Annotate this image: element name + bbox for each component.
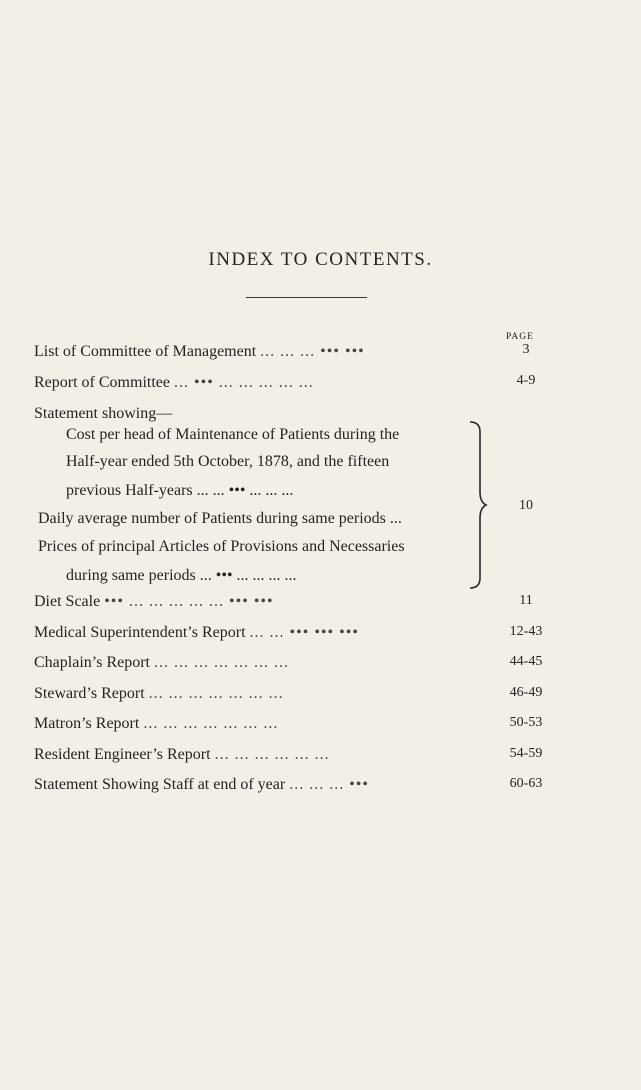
subitem-text: during same periods: [66, 567, 196, 584]
toc-entry-label: Medical Superintendent’s Report: [34, 624, 246, 641]
leader-dots: ... ... ... ••• •••: [260, 343, 365, 360]
subitem-text: previous Half-years: [66, 482, 193, 499]
statement-subitem: [66, 425, 472, 445]
toc-entry: [34, 404, 479, 424]
subitem-text: Half-year ended 5th October, 1878, and the fifteen: [66, 453, 390, 470]
toc-entry: [34, 714, 479, 734]
toc-entry: [34, 373, 479, 393]
leader-dots: ... ... ... ... ... ... ...: [148, 685, 284, 702]
toc-entry: [34, 745, 479, 765]
page-title: INDEX TO CONTENTS.: [208, 249, 433, 270]
leader-dots: ... ... ... ... ... ... ...: [153, 654, 289, 671]
toc-entry: [34, 775, 479, 795]
page-column-header: PAGE: [506, 332, 534, 342]
toc-entry-page: 4-9: [516, 373, 536, 388]
statement-subitem: [66, 566, 472, 586]
title-rule: [246, 297, 367, 298]
subitem-text: Daily average number of Patients during same periods: [38, 510, 386, 527]
toc-entry-label: Chaplain’s Report: [34, 654, 150, 671]
toc-entry-label: Diet Scale: [34, 593, 101, 610]
statement-subitem: [38, 509, 470, 529]
toc-entry: [34, 592, 479, 612]
leader-dots: ... ... ... ... ... ... ...: [143, 715, 279, 732]
leader-dots: ... ... ••• ••• •••: [249, 624, 359, 641]
right-brace: [466, 420, 490, 590]
toc-entry-page: 46-49: [509, 685, 543, 700]
leader-dots: ••• ... ... ... ... ... ••• •••: [104, 593, 274, 610]
toc-entry-page: 44-45: [509, 654, 543, 669]
toc-entry-page: 3: [522, 342, 530, 357]
toc-entry-label: Steward’s Report: [34, 685, 145, 702]
toc-entry-label: Matron’s Report: [34, 715, 140, 732]
toc-entry: [34, 342, 479, 362]
leader-dots: ... ... ... ... ... ...: [214, 746, 330, 763]
toc-entry: [34, 623, 479, 643]
leader-dots: ... ... ... •••: [289, 776, 370, 793]
statement-page: 10: [519, 498, 533, 513]
toc-entry: [34, 653, 479, 673]
toc-entry-page: 60-63: [509, 776, 543, 791]
leader-dots: ... ... ••• ... ... ...: [196, 482, 294, 499]
statement-subitem: [38, 537, 470, 557]
leader-dots: ... ••• ... ... ... ... ...: [173, 374, 314, 391]
toc-entry-label: Resident Engineer’s Report: [34, 746, 211, 763]
toc-entry-page: 11: [519, 593, 533, 608]
toc-entry: [34, 684, 479, 704]
statement-subitem: [66, 481, 472, 501]
statement-subitem: [66, 452, 472, 472]
leader-dots: ... ••• ... ... ... ...: [199, 567, 297, 584]
leader-dots: ...: [389, 510, 402, 527]
toc-entry-page: 12-43: [509, 624, 543, 639]
toc-entry-page: 54-59: [509, 746, 543, 761]
toc-entry-page: 50-53: [509, 715, 543, 730]
toc-entry-label: Statement Showing Staff at end of year: [34, 776, 286, 793]
subitem-text: Cost per head of Maintenance of Patients during the: [66, 426, 400, 443]
toc-entry-label: List of Committee of Management: [34, 343, 257, 360]
subitem-text: Prices of principal Articles of Provisions and Necessaries: [38, 538, 405, 555]
toc-entry-label: Report of Committee: [34, 374, 170, 391]
toc-entry-label: Statement showing—: [34, 405, 173, 422]
